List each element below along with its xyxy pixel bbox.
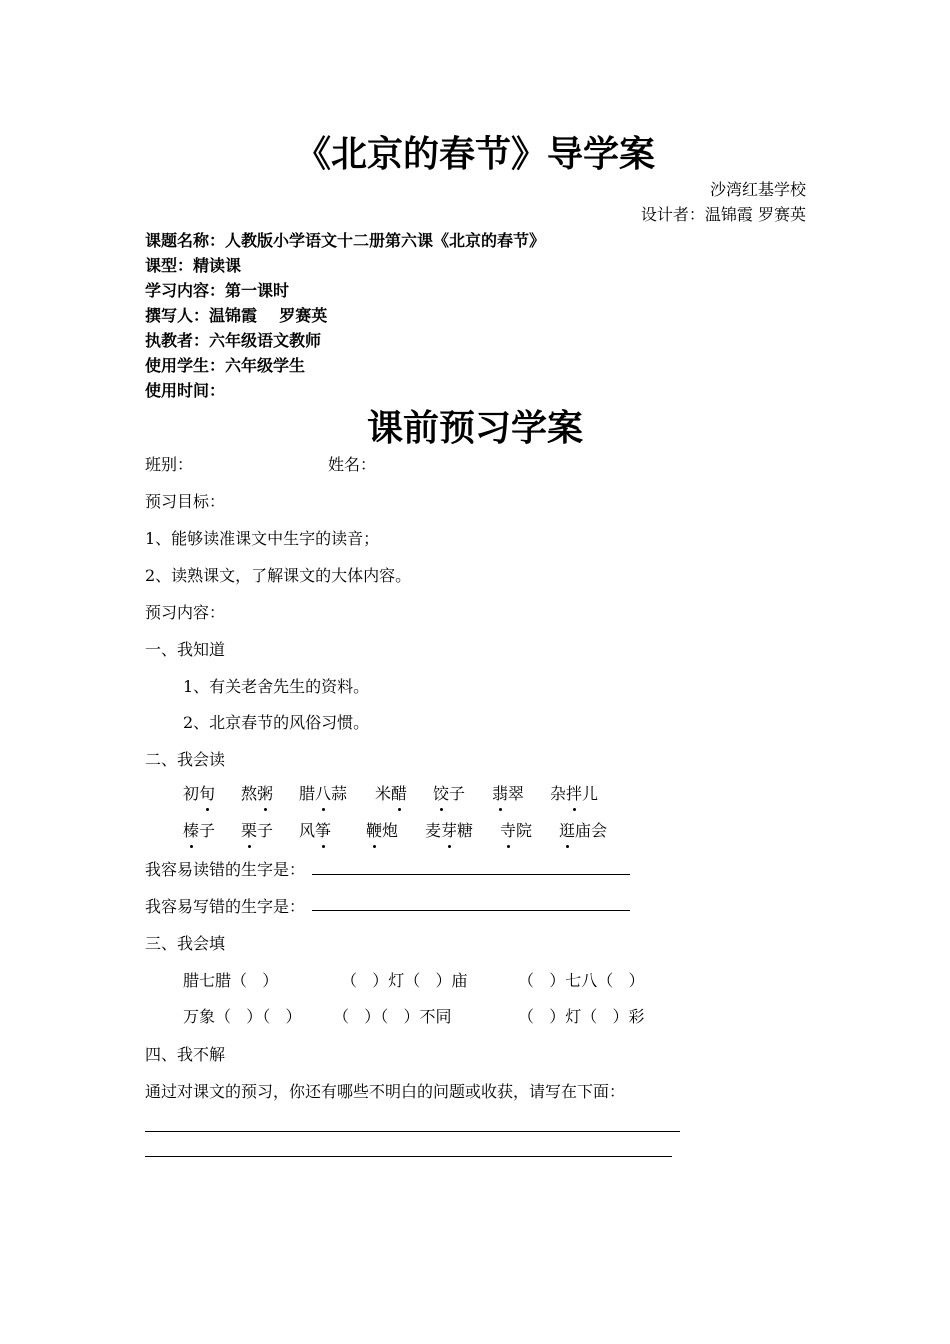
word: 逛庙会 <box>559 818 607 841</box>
info-topic: 课题名称：人教版小学语文十二册第六课《北京的春节》 <box>145 231 546 250</box>
goal-2: 2、读熟课文，了解课文的大体内容。 <box>145 566 412 585</box>
word: 风筝 <box>299 818 331 841</box>
write-wrong-line[interactable] <box>312 910 630 911</box>
info-time: 使用时间： <box>145 381 226 400</box>
content-label: 预习内容： <box>145 603 226 622</box>
info-teacher: 执教者：六年级语文教师 <box>145 331 322 350</box>
info-students: 使用学生：六年级学生 <box>145 356 306 375</box>
fill-blank: （ ）灯（ ）彩 <box>518 1007 645 1026</box>
word: 翡翠 <box>492 781 524 804</box>
word: 杂拌儿 <box>550 781 598 804</box>
info-type: 课型：精读课 <box>145 256 242 275</box>
word: 麦芽糖 <box>425 818 473 841</box>
word: 米醋 <box>375 781 407 804</box>
fill-blank: 万象（ ）（ ） <box>183 1007 302 1026</box>
name-label: 姓名： <box>328 455 377 474</box>
word: 鞭炮 <box>366 818 398 841</box>
word: 腊八蒜 <box>299 781 347 804</box>
write-wrong-label: 我容易写错的生字是： <box>145 897 306 916</box>
word: 榛子 <box>183 818 215 841</box>
answer-line-2[interactable] <box>145 1156 672 1157</box>
info-content: 学习内容：第一课时 <box>145 281 290 300</box>
section-2-title: 二、我会读 <box>145 750 226 769</box>
section-1-item-1: 1、有关老舍先生的资料。 <box>183 677 370 696</box>
designer-line: 设计者：温锦霞 罗赛英 <box>640 205 806 224</box>
fill-blank: （ ）七八（ ） <box>518 971 645 990</box>
fill-blank: 腊七腊（ ） <box>183 971 279 990</box>
fill-blank: （ ）（ ）不同 <box>333 1007 452 1026</box>
word: 初旬 <box>183 781 215 804</box>
word: 熬粥 <box>241 781 273 804</box>
section-3-title: 三、我会填 <box>145 934 226 953</box>
info-author: 撰写人：温锦霞 罗赛英 <box>145 306 328 325</box>
section-4-title: 四、我不解 <box>145 1045 226 1064</box>
fill-blank: （ ）灯（ ）庙 <box>341 971 468 990</box>
section-1-item-2: 2、北京春节的风俗习惯。 <box>183 713 370 732</box>
school-name: 沙湾红基学校 <box>709 180 806 199</box>
read-wrong-label: 我容易读错的生字是： <box>145 860 306 879</box>
goal-1: 1、能够读准课文中生字的读音； <box>145 529 380 548</box>
answer-line-1[interactable] <box>145 1131 680 1132</box>
read-wrong-line[interactable] <box>312 874 630 875</box>
section-4-prompt: 通过对课文的预习，你还有哪些不明白的问题或收获，请写在下面： <box>145 1082 626 1101</box>
word: 栗子 <box>241 818 273 841</box>
section-1-title: 一、我知道 <box>145 640 226 659</box>
word: 饺子 <box>433 781 465 804</box>
page-title: 《北京的春节》导学案 <box>294 133 655 175</box>
word: 寺院 <box>500 818 532 841</box>
section-title: 课前预习学案 <box>366 407 583 449</box>
goals-label: 预习目标： <box>145 492 226 511</box>
class-label: 班别： <box>145 455 194 474</box>
